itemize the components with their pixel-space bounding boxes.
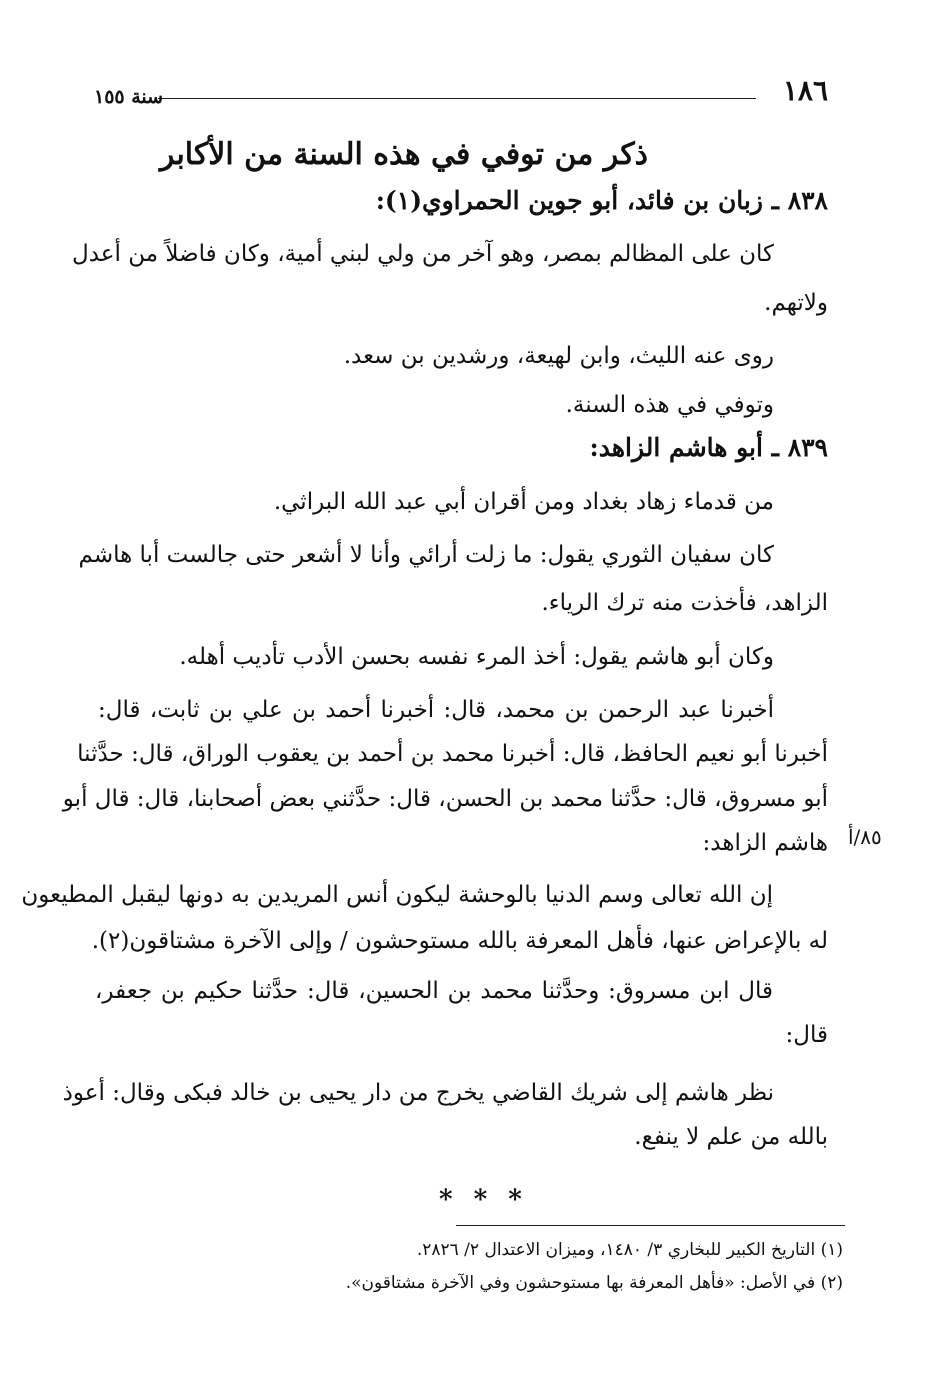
section-title: ذكر من توفي في هذه السنة من الأكابر — [159, 137, 648, 172]
text-line: أبو مسروق، قال: حدَّثنا محمد بن الحسن، قال: حدَّثني بعض أصحابنا، قال: قال أبو — [62, 786, 828, 812]
entry-heading-838: ٨٣٨ ـ زبان بن فائد، أبو جوين الحمراوي(١): — [375, 186, 828, 215]
text-line: أخبرنا عبد الرحمن بن محمد، قال: أخبرنا أحمد بن علي بن ثابت، قال: — [98, 697, 774, 723]
entry-heading-839: ٨٣٩ ـ أبو هاشم الزاهد: — [589, 433, 828, 462]
text-line: له بالإعراض عنها، فأهل المعرفة بالله مستوحشون / وإلى الآخرة مشتاقون(٢). — [91, 928, 828, 954]
text-line: بالله من علم لا ينفع. — [634, 1124, 828, 1150]
footnote-1: (١) التاريخ الكبير للبخاري ٣/ ١٤٨٠، وميزان الاعتدال ٢/ ٢٨٢٦. — [416, 1240, 843, 1260]
page-number: ١٨٦ — [782, 74, 828, 107]
header-rule — [158, 98, 756, 99]
footnote-rule — [456, 1225, 845, 1226]
footnote-2: (٢) في الأصل: «فأهل المعرفة بها مستوحشون وفي الآخرة مشتاقون». — [345, 1273, 843, 1293]
text-line: هاشم الزاهد: — [702, 830, 828, 856]
running-head: سنة ١٥٥ — [94, 86, 164, 108]
manuscript-folio-note: ٨٥/أ — [848, 825, 882, 849]
text-line: ولاتهم. — [764, 290, 828, 316]
text-line: كان سفيان الثوري يقول: ما زلت أرائي وأنا لا أشعر حتى جالست أبا هاشم — [78, 542, 774, 568]
text-line: الزاهد، فأخذت منه ترك الرياء. — [541, 590, 828, 616]
text-line: نظر هاشم إلى شريك القاضي يخرج من دار يحيى بن خالد فبكى وقال: أعوذ — [62, 1080, 774, 1106]
text-line: أخبرنا أبو نعيم الحافظ، قال: أخبرنا محمد بن أحمد بن يعقوب الوراق، قال: حدَّثنا — [77, 741, 828, 767]
text-line: روى عنه الليث، وابن لهيعة، ورشدين بن سعد. — [343, 343, 774, 369]
text-line: قال: — [785, 1022, 828, 1048]
section-separator: * * * — [439, 1185, 528, 1215]
text-line: وكان أبو هاشم يقول: أخذ المرء نفسه بحسن الأدب تأديب أهله. — [179, 644, 774, 670]
text-line: من قدماء زهاد بغداد ومن أقران أبي عبد الله البراثي. — [273, 489, 774, 515]
text-line: قال ابن مسروق: وحدَّثنا محمد بن الحسين، قال: حدَّثنا حكيم بن جعفر، — [95, 978, 773, 1004]
text-line: كان على المظالم بمصر، وهو آخر من ولي لبني أمية، وكان فاضلاً من أعدل — [72, 241, 774, 267]
text-line: وتوفي في هذه السنة. — [565, 392, 774, 418]
text-line: إن الله تعالى وسم الدنيا بالوحشة ليكون أنس المريدين به دونها ليقبل المطيعون — [21, 882, 773, 908]
